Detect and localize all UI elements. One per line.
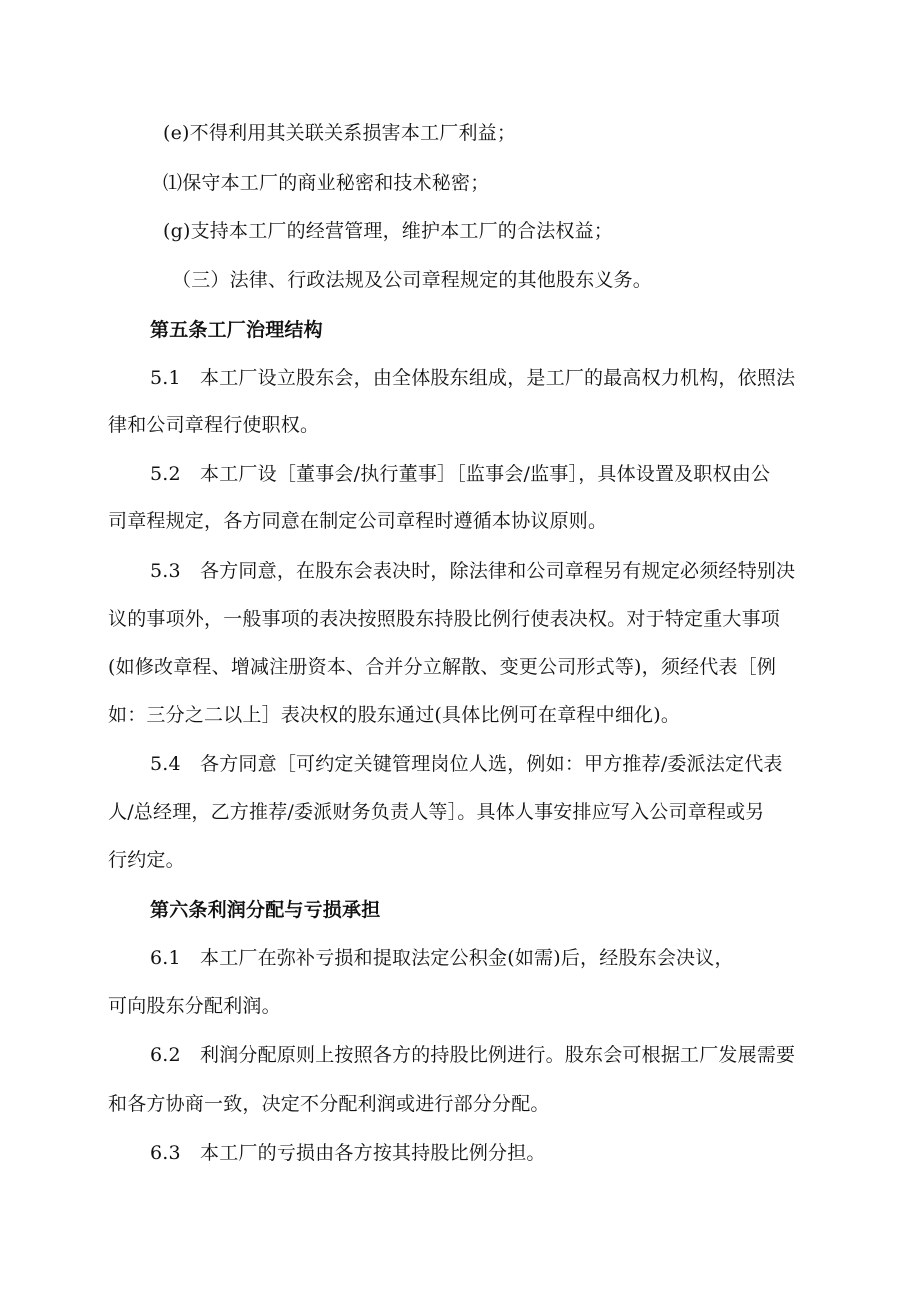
text-line-3: （三）法律、行政法规及公司章程规定的其他股东义务。 xyxy=(172,269,653,291)
paragraph-5-3-line-3: (如修改章程、增减注册资本、合并分立解散、变更公司形式等)，须经代表［例 xyxy=(108,656,777,678)
paragraph-5-3-line-4: 如：三分之二以上］表决权的股东通过(具体比例可在章程中细化)。 xyxy=(108,704,681,726)
paragraph-5-1-line-1: 5.1 本工厂设立股东会，由全体股东组成，是工厂的最高权力机构，依照法 xyxy=(150,367,796,389)
paragraph-5-4-line-1: 5.4 各方同意［可约定关键管理岗位人选，例如：甲方推荐/委派法定代表 xyxy=(150,753,783,775)
paragraph-5-4-line-3: 行约定。 xyxy=(108,849,185,871)
paragraph-6-2-line-2: 和各方协商一致，决定不分配利润或进行部分分配。 xyxy=(108,1093,550,1115)
text-line-g: (g)支持本工厂的经营管理，维护本工厂的合法权益； xyxy=(163,220,613,242)
paragraph-5-3-line-1: 5.3 各方同意，在股东会表决时，除法律和公司章程另有规定必须经特别决 xyxy=(150,560,796,582)
paragraph-5-2-line-1: 5.2 本工厂设［董事会/执行董事］［监事会/监事］，具体设置及职权由公 xyxy=(150,463,771,485)
paragraph-6-1-line-2: 可向股东分配利润。 xyxy=(108,995,281,1017)
paragraph-6-2-line-1: 6.2 利润分配原则上按照各方的持股比例进行。股东会可根据工厂发展需要 xyxy=(150,1044,796,1066)
paragraph-5-1-line-2: 律和公司章程行使职权。 xyxy=(108,414,320,436)
paragraph-6-3-line-1: 6.3 本工厂的亏损由各方按其持股比例分担。 xyxy=(150,1142,546,1164)
section-heading-article-6: 第六条利润分配与亏损承担 xyxy=(150,899,381,921)
paragraph-5-3-line-2: 议的事项外，一般事项的表决按照股东持股比例行使表决权。对于特定重大事项 xyxy=(108,608,781,630)
paragraph-5-2-line-2: 司章程规定，各方同意在制定公司章程时遵循本协议原则。 xyxy=(108,510,608,532)
paragraph-5-4-line-2: 人/总经理，乙方推荐/委派财务负责人等］。具体人事安排应写入公司章程或另 xyxy=(108,801,765,823)
section-heading-article-5: 第五条工厂治理结构 xyxy=(150,319,323,341)
paragraph-6-1-line-1: 6.1 本工厂在弥补亏损和提取法定公积金(如需)后，经股东会决议， xyxy=(150,947,734,969)
text-line-f: ⑴保守本工厂的商业秘密和技术秘密； xyxy=(163,172,490,194)
text-line-e: (e)不得利用其关联关系损害本工厂利益； xyxy=(163,122,517,144)
